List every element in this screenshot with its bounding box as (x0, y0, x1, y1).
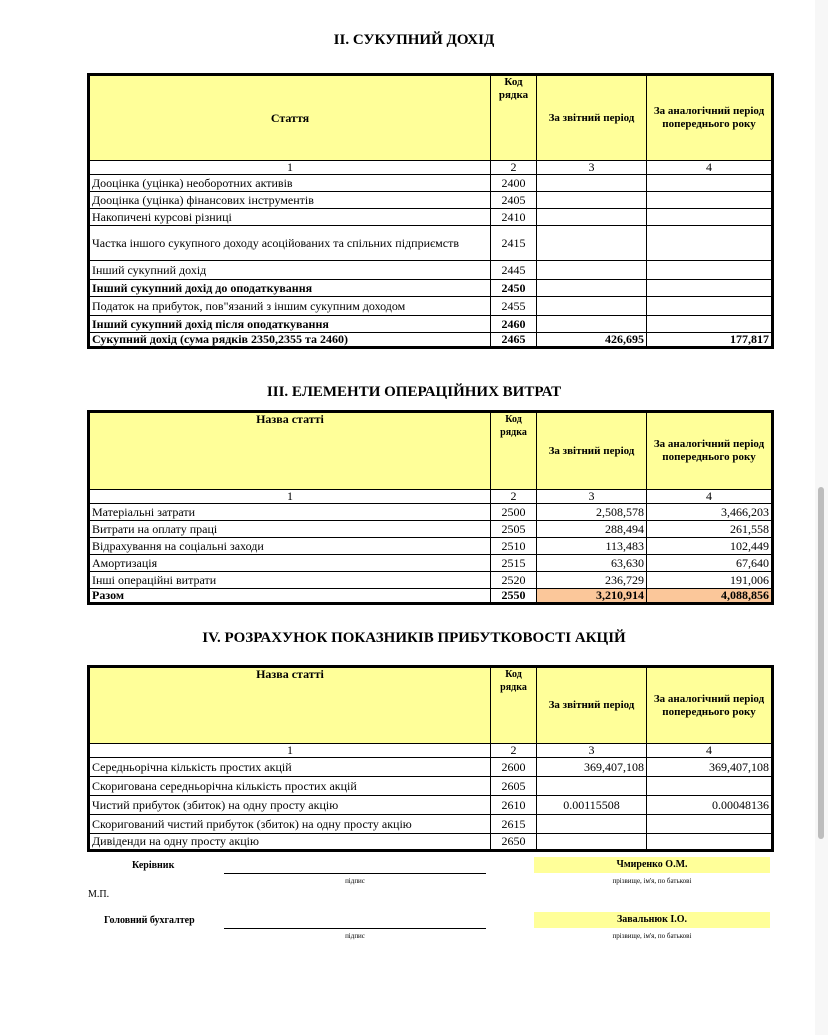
row-prior (647, 261, 773, 280)
row-name: Інший сукупний дохід після оподаткування (89, 316, 491, 333)
row-name: Частка іншого сукупного доходу асоційованих та спільних підприємств (89, 226, 491, 261)
row-name: Амортизація (89, 555, 491, 572)
table-row (89, 815, 773, 834)
row-current (537, 316, 647, 333)
scrollbar-thumb[interactable] (818, 487, 824, 839)
head-label: Керівник (132, 860, 175, 871)
row-code: 2610 (491, 796, 537, 815)
table-row (89, 280, 773, 297)
table-row-total (89, 589, 773, 604)
row-name: Скоригований чистий прибуток (збиток) на одну просту акцію (89, 815, 491, 834)
table-row (89, 504, 773, 521)
header-code: Код рядка (491, 75, 537, 161)
table-row (89, 521, 773, 538)
section-2-title: II. СУКУПНИЙ ДОХІД (333, 32, 495, 48)
col-number: 3 (537, 744, 647, 758)
col-number: 1 (89, 744, 491, 758)
col-number: 2 (491, 744, 537, 758)
row-code: 2650 (491, 834, 537, 851)
col-number: 2 (491, 161, 537, 175)
row-name: Сукупний дохід (сума рядків 2350,2355 та 2460) (89, 333, 491, 348)
table-row (89, 538, 773, 555)
row-name: Матеріальні затрати (89, 504, 491, 521)
row-current: 113,483 (537, 538, 647, 555)
row-name: Податок на прибуток, пов"язаний з іншим сукупним доходом (89, 297, 491, 316)
row-prior (647, 192, 773, 209)
row-current (537, 261, 647, 280)
head-signature-line (224, 873, 486, 874)
table-row (89, 261, 773, 280)
header-code: Код рядка (491, 412, 537, 490)
table-row (89, 572, 773, 589)
row-current (537, 297, 647, 316)
row-prior: 102,449 (647, 538, 773, 555)
row-code: 2410 (491, 209, 537, 226)
header-article: Назва статті (89, 412, 491, 490)
row-current (537, 175, 647, 192)
table-row (89, 209, 773, 226)
row-prior: 3,466,203 (647, 504, 773, 521)
row-prior (647, 280, 773, 297)
table-row-total (89, 333, 773, 348)
table-row (89, 316, 773, 333)
row-prior: 369,407,108 (647, 758, 773, 777)
row-code: 2445 (491, 261, 537, 280)
row-name: Скоригована середньорічна кількість простих акцій (89, 777, 491, 796)
table-row (89, 555, 773, 572)
accountant-name: Завальнюк І.О. (534, 912, 770, 928)
row-current (537, 226, 647, 261)
table-row (89, 175, 773, 192)
row-current: 2,508,578 (537, 504, 647, 521)
row-prior (647, 815, 773, 834)
row-code: 2450 (491, 280, 537, 297)
row-code: 2605 (491, 777, 537, 796)
row-current (537, 209, 647, 226)
col-number: 4 (647, 744, 773, 758)
row-name: Дооцінка (уцінка) необоротних активів (89, 175, 491, 192)
col-number: 4 (647, 161, 773, 175)
col-number: 3 (537, 161, 647, 175)
row-code: 2550 (491, 589, 537, 604)
table-row (89, 777, 773, 796)
table-row (89, 758, 773, 777)
table-row (89, 834, 773, 851)
row-prior: 261,558 (647, 521, 773, 538)
col-number: 3 (537, 490, 647, 504)
row-code: 2500 (491, 504, 537, 521)
row-code: 2400 (491, 175, 537, 192)
row-name: Чистий прибуток (збиток) на одну просту акцію (89, 796, 491, 815)
row-code: 2405 (491, 192, 537, 209)
header-prior-period: За аналогічний період попереднього року (647, 75, 773, 161)
header-article: Назва статті (89, 667, 491, 744)
col-number: 4 (647, 490, 773, 504)
header-article: Стаття (89, 75, 491, 161)
row-current: 426,695 (537, 333, 647, 348)
row-prior (647, 209, 773, 226)
row-code: 2600 (491, 758, 537, 777)
row-prior: 67,640 (647, 555, 773, 572)
header-code: Код рядка (491, 667, 537, 744)
row-current (537, 834, 647, 851)
row-current (537, 192, 647, 209)
row-current: 63,630 (537, 555, 647, 572)
col-number: 1 (89, 490, 491, 504)
row-current: 3,210,914 (537, 589, 647, 604)
row-name: Середньорічна кількість простих акцій (89, 758, 491, 777)
table-row (89, 192, 773, 209)
row-code: 2455 (491, 297, 537, 316)
row-code: 2465 (491, 333, 537, 348)
row-current: 236,729 (537, 572, 647, 589)
head-name: Чмиренко О.М. (534, 857, 770, 873)
operating-expenses-table (87, 410, 774, 605)
row-prior: 191,006 (647, 572, 773, 589)
row-prior (647, 226, 773, 261)
row-name: Відрахування на соціальні заходи (89, 538, 491, 555)
row-name: Інший сукупний дохід (89, 261, 491, 280)
section-3-title: III. ЕЛЕМЕНТИ ОПЕРАЦІЙНИХ ВИТРАТ (266, 384, 562, 400)
header-current-period: За звітний період (537, 75, 647, 161)
accountant-signature-note: підпис (345, 932, 365, 940)
col-number: 2 (491, 490, 537, 504)
accountant-label: Головний бухгалтер (104, 915, 195, 926)
row-current: 0.00115508 (537, 796, 647, 815)
head-signature-note: підпис (345, 877, 365, 885)
row-prior: 4,088,856 (647, 589, 773, 604)
row-name: Разом (89, 589, 491, 604)
stamp-label: М.П. (88, 889, 110, 900)
accountant-name-note: прізвище, ім'я, по батькові (612, 932, 692, 940)
col-number: 1 (89, 161, 491, 175)
row-current (537, 777, 647, 796)
row-current: 288,494 (537, 521, 647, 538)
table-row (89, 226, 773, 261)
row-prior (647, 834, 773, 851)
row-prior (647, 777, 773, 796)
table-row (89, 297, 773, 316)
row-current (537, 280, 647, 297)
row-name: Витрати на оплату праці (89, 521, 491, 538)
header-current-period: За звітний період (537, 667, 647, 744)
row-code: 2505 (491, 521, 537, 538)
comprehensive-income-table (87, 73, 774, 349)
accountant-signature-line (224, 928, 486, 929)
row-current: 369,407,108 (537, 758, 647, 777)
row-current (537, 815, 647, 834)
row-code: 2515 (491, 555, 537, 572)
row-prior (647, 175, 773, 192)
row-code: 2510 (491, 538, 537, 555)
header-prior-period: За аналогічний період попереднього року (647, 412, 773, 490)
row-name: Накопичені курсові різниці (89, 209, 491, 226)
section-4-title: IV. РОЗРАХУНОК ПОКАЗНИКІВ ПРИБУТКОВОСТІ АКЦІЙ (202, 630, 626, 646)
row-prior: 0.00048136 (647, 796, 773, 815)
row-code: 2460 (491, 316, 537, 333)
row-prior (647, 297, 773, 316)
row-name: Дооцінка (уцінка) фінансових інструментів (89, 192, 491, 209)
head-name-note: прізвище, ім'я, по батькові (612, 877, 692, 885)
row-code: 2415 (491, 226, 537, 261)
row-name: Інші операційні витрати (89, 572, 491, 589)
header-prior-period: За аналогічний період попереднього року (647, 667, 773, 744)
row-name: Дивіденди на одну просту акцію (89, 834, 491, 851)
row-name: Інший сукупний дохід до оподаткування (89, 280, 491, 297)
row-prior: 177,817 (647, 333, 773, 348)
share-profitability-table (87, 665, 774, 852)
row-code: 2520 (491, 572, 537, 589)
row-code: 2615 (491, 815, 537, 834)
table-row (89, 796, 773, 815)
header-current-period: За звітний період (537, 412, 647, 490)
row-prior (647, 316, 773, 333)
